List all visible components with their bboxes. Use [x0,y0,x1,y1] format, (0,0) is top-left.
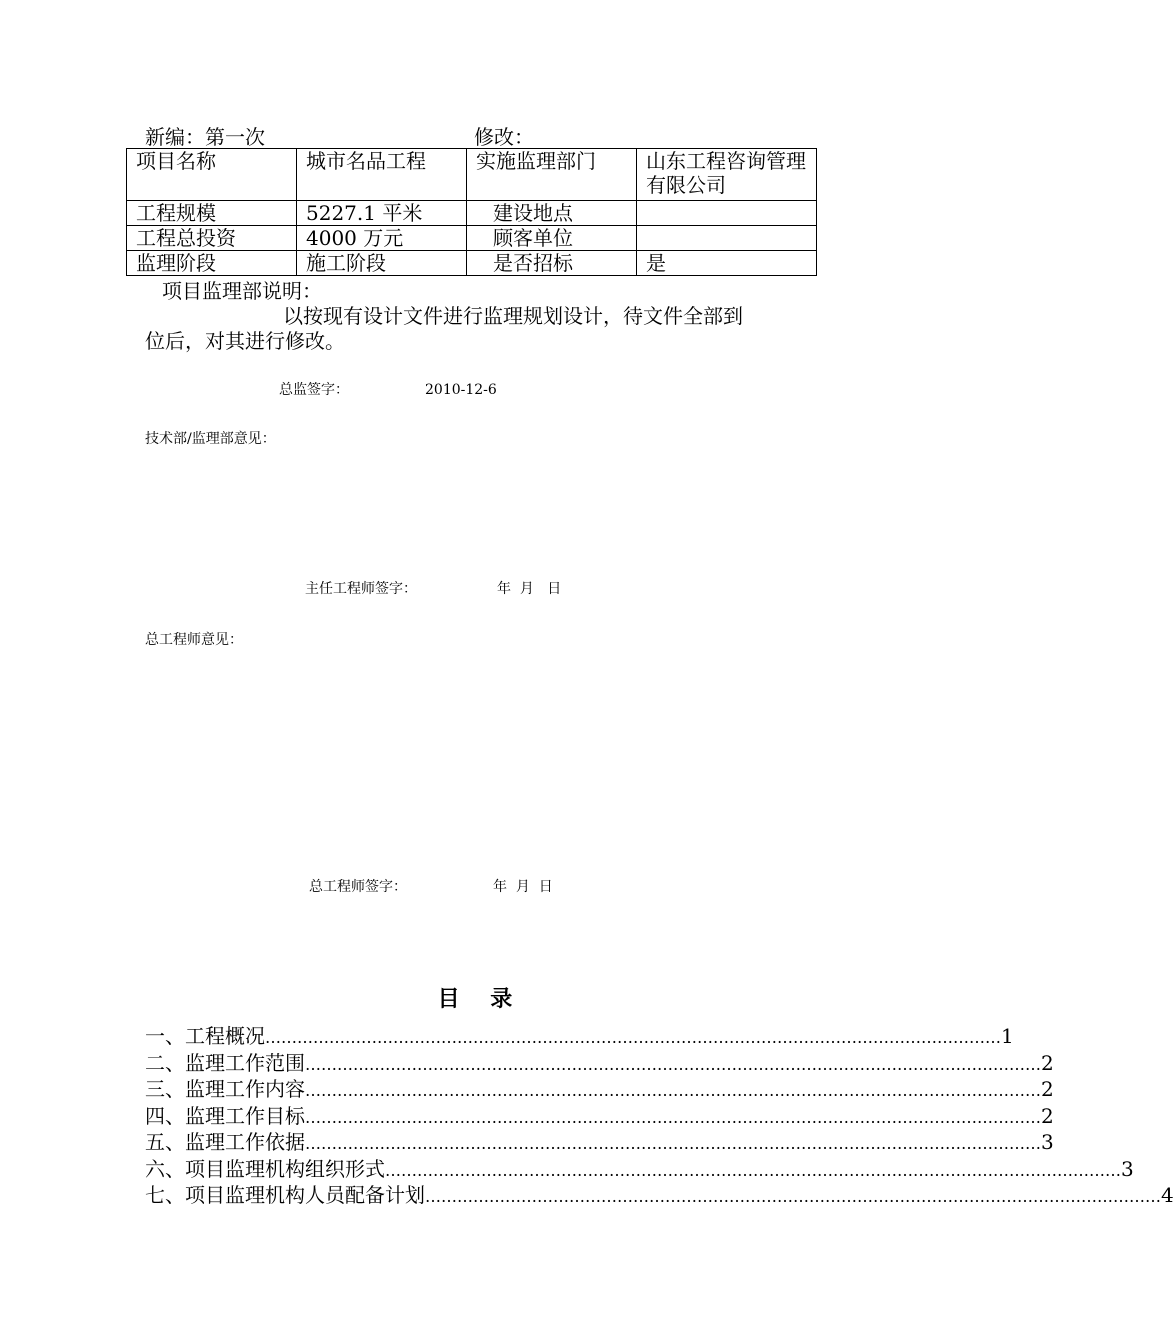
chief-supervisor-sign-label: 总监签字： [279,382,349,398]
toc-title: 目 录 [437,986,513,1012]
dept-note-heading: 项目监理部说明： [162,279,322,303]
toc-item-label: 七、项目监理机构人员配备计划 [145,1183,425,1207]
toc-leader-dots: ………………………………………………………………………………………………………………………… [305,1081,1041,1100]
toc-leader-dots: ………………………………………………………………………………………………………………………… [305,1054,1041,1074]
toc-item[interactable] [145,1024,1014,1051]
toc-item-label: 五、监理工作依据 [145,1130,305,1154]
edition-label: 新编：第一次 [145,125,265,149]
toc-item-label: 四、监理工作目标 [145,1103,305,1128]
table-cell: 山东工程咨询管理有限公司 [637,149,817,201]
chief-engineer-sign-label: 总工程师签字： [309,879,407,895]
table-of-contents [145,1024,1174,1210]
toc-item-page: 4 [1161,1183,1174,1207]
director-engineer-sign-date: 年 月 日 [497,581,562,597]
project-info-table [126,148,817,276]
toc-item[interactable] [145,1183,1174,1210]
table-cell: 是否招标 [467,251,637,276]
toc-item-page: 3 [1041,1130,1054,1154]
table-cell: 项目名称 [127,149,297,201]
table-cell: 实施监理部门 [467,149,637,201]
toc-item[interactable] [145,1050,1054,1078]
toc-item[interactable] [145,1130,1054,1157]
chief-engineer-sign-date: 年 月 日 [493,879,553,895]
toc-item[interactable] [145,1077,1054,1104]
table-cell: 施工阶段 [297,251,467,276]
toc-item-page: 2 [1041,1050,1054,1075]
table-cell: 4000 万元 [297,226,467,251]
table-row [127,201,817,226]
table-cell: 城市名品工程 [297,149,467,201]
toc-leader-dots: ………………………………………………………………………………………………………………………… [265,1028,1001,1047]
table-cell: 工程总投资 [127,226,297,251]
chief-engineer-opinion-label: 总工程师意见： [145,632,243,648]
dept-note-line2: 位后，对其进行修改。 [145,329,345,353]
chief-supervisor-sign-date: 2010-12-6 [425,382,497,398]
table-cell: 建设地点 [467,201,637,226]
table-cell: 监理阶段 [127,251,297,276]
toc-item-page: 2 [1041,1077,1054,1101]
revision-label: 修改： [474,125,534,149]
toc-item-page: 2 [1041,1103,1054,1128]
toc-item[interactable] [145,1156,1134,1184]
table-cell: 5227.1 平米 [297,201,467,226]
toc-item-page: 1 [1001,1024,1014,1048]
table-cell: 是 [637,251,817,276]
table-cell: 工程规模 [127,201,297,226]
table-cell [637,226,817,251]
toc-leader-dots: ………………………………………………………………………………………………………………………… [425,1187,1161,1206]
toc-item-label: 六、项目监理机构组织形式 [145,1156,385,1181]
table-row [127,149,817,201]
toc-item-label: 一、工程概况 [145,1024,265,1048]
toc-item[interactable] [145,1103,1054,1131]
table-row [127,226,817,251]
toc-item-label: 二、监理工作范围 [145,1050,305,1075]
director-engineer-sign-label: 主任工程师签字： [305,581,417,597]
toc-leader-dots: ………………………………………………………………………………………………………………………… [305,1134,1041,1153]
toc-item-page: 3 [1121,1156,1134,1181]
dept-note-line1: 以按现有设计文件进行监理规划设计，待文件全部到 [283,304,743,328]
toc-leader-dots: ………………………………………………………………………………………………………………………… [305,1107,1041,1127]
table-row [127,251,817,276]
tech-dept-opinion-label: 技术部/监理部意见： [145,431,276,447]
toc-leader-dots: ………………………………………………………………………………………………………………………… [385,1160,1121,1180]
table-cell: 顾客单位 [467,226,637,251]
table-cell [637,201,817,226]
toc-item-label: 三、监理工作内容 [145,1077,305,1101]
